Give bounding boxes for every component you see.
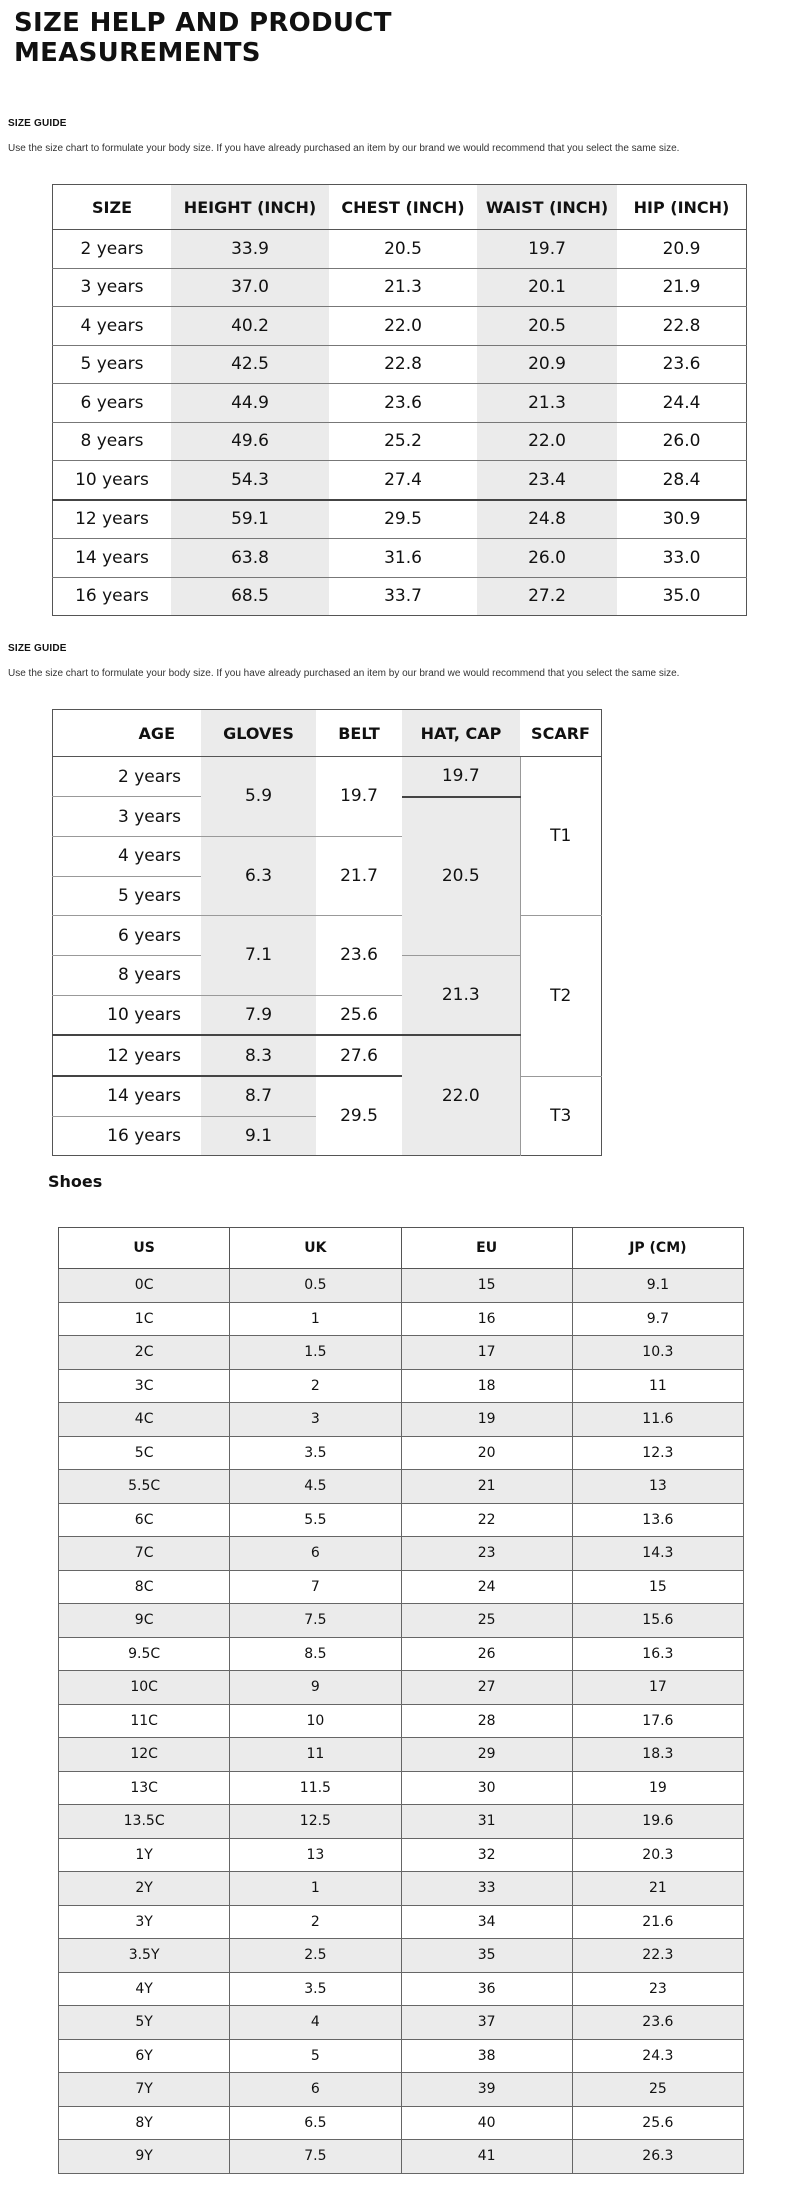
uk-cell: 8.5: [230, 1637, 401, 1671]
jp-cell: 13: [572, 1470, 743, 1504]
chest-cell: 20.5: [329, 230, 477, 269]
body-size-table: [52, 184, 747, 616]
scarf-cell: T1: [520, 757, 602, 916]
col-age-header: AGE: [53, 710, 202, 757]
belt-cell: 19.7: [316, 757, 402, 837]
height-cell: 40.2: [171, 307, 329, 346]
belt-cell: 25.6: [316, 995, 402, 1035]
us-cell: 4Y: [59, 1972, 230, 2006]
table-row: [59, 1269, 744, 1303]
jp-cell: 9.7: [572, 1302, 743, 1336]
jp-cell: 13.6: [572, 1503, 743, 1537]
hip-cell: 28.4: [617, 461, 747, 500]
jp-cell: 12.3: [572, 1436, 743, 1470]
size-guide-text-2: Use the size chart to formulate your body size. If you have already purchased an item by our brand we would recommend that you select the same size.: [8, 668, 680, 679]
waist-cell: 19.7: [477, 230, 617, 269]
age-cell: 16 years: [107, 1126, 181, 1147]
eu-cell: 23: [401, 1537, 572, 1571]
chest-cell: 21.3: [329, 268, 477, 307]
age-cell: 3 years: [53, 797, 202, 837]
table-row: [59, 1302, 744, 1336]
us-cell: 11C: [59, 1704, 230, 1738]
table-row: [59, 1838, 744, 1872]
eu-cell: 30: [401, 1771, 572, 1805]
gloves-cell: 9.1: [201, 1116, 316, 1156]
size-cell: 16 years: [75, 586, 149, 607]
gloves-cell: 8.3: [201, 1035, 316, 1076]
col-size-header: SIZE: [53, 185, 172, 230]
uk-cell: 5.5: [230, 1503, 401, 1537]
hip-cell: 35.0: [662, 586, 701, 607]
size-cell: 3 years: [53, 268, 172, 307]
col-eu-header: EU: [401, 1228, 572, 1269]
chest-cell: 27.4: [329, 461, 477, 500]
jp-cell: 21: [572, 1872, 743, 1906]
eu-cell: 31: [401, 1805, 572, 1839]
size-cell: 12 years: [53, 500, 172, 539]
jp-cell: 10.3: [572, 1336, 743, 1370]
us-cell: 7Y: [59, 2073, 230, 2107]
table-row: [53, 307, 747, 346]
jp-cell: 25: [572, 2073, 743, 2107]
age-cell: 2 years: [53, 757, 202, 797]
table-row: [59, 1671, 744, 1705]
us-cell: 3Y: [59, 1905, 230, 1939]
us-cell: 5Y: [59, 2006, 230, 2040]
eu-cell: 28: [401, 1704, 572, 1738]
eu-cell: 34: [401, 1905, 572, 1939]
jp-cell: 18.3: [572, 1738, 743, 1772]
us-cell: 9C: [59, 1604, 230, 1638]
size-cell: 10 years: [53, 461, 172, 500]
hip-cell: 22.8: [617, 307, 747, 346]
us-cell: 2Y: [59, 1872, 230, 1906]
jp-cell: 20.3: [572, 1838, 743, 1872]
scarf-cell: T2: [520, 916, 602, 1076]
col-hip-header: HIP (INCH): [617, 185, 747, 230]
us-cell: 1Y: [59, 1838, 230, 1872]
uk-cell: 1: [230, 1302, 401, 1336]
waist-cell: 23.4: [477, 461, 617, 500]
us-cell: 6Y: [59, 2039, 230, 2073]
accessory-size-table: [52, 709, 602, 1156]
hip-cell: 20.9: [617, 230, 747, 269]
size-cell: 2 years: [53, 230, 172, 269]
size-cell: 14 years: [53, 539, 172, 578]
height-cell: 59.1: [171, 500, 329, 539]
chest-cell: 22.0: [329, 307, 477, 346]
height-cell: 44.9: [171, 384, 329, 423]
us-cell: 5.5C: [59, 1470, 230, 1504]
waist-cell: 20.9: [477, 345, 617, 384]
us-cell: 8Y: [59, 2106, 230, 2140]
shoe-size-table: [58, 1227, 744, 2174]
col-waist-header: WAIST (INCH): [477, 185, 617, 230]
uk-cell: 4: [230, 2006, 401, 2040]
table-row: [59, 1470, 744, 1504]
age-cell: 6 years: [53, 916, 202, 956]
waist-cell: 22.0: [477, 422, 617, 461]
eu-cell: 17: [401, 1336, 572, 1370]
eu-cell: 20: [401, 1436, 572, 1470]
jp-cell: 14.3: [572, 1537, 743, 1571]
chest-cell: 31.6: [329, 539, 477, 578]
table-row: [53, 1035, 602, 1076]
us-cell: 4C: [59, 1403, 230, 1437]
hip-cell: 33.0: [617, 539, 747, 578]
table-header-row: [53, 710, 602, 757]
us-cell: 8C: [59, 1570, 230, 1604]
age-cell: 4 years: [53, 836, 202, 876]
us-cell: 9Y: [59, 2140, 230, 2174]
col-gloves-header: GLOVES: [201, 710, 316, 757]
size-cell: 6 years: [53, 384, 172, 423]
eu-cell: 22: [401, 1503, 572, 1537]
uk-cell: 1: [230, 1872, 401, 1906]
us-cell: 10C: [59, 1671, 230, 1705]
eu-cell: 41: [401, 2140, 572, 2174]
uk-cell: 2: [230, 1905, 401, 1939]
height-cell: 49.6: [171, 422, 329, 461]
table-row: [59, 2006, 744, 2040]
jp-cell: 24.3: [572, 2039, 743, 2073]
us-cell: 9.5C: [59, 1637, 230, 1671]
page-title: SIZE HELP AND PRODUCT MEASUREMENTS: [14, 8, 392, 68]
jp-cell: 11: [572, 1369, 743, 1403]
height-cell: 42.5: [171, 345, 329, 384]
uk-cell: 11.5: [230, 1771, 401, 1805]
waist-cell: 20.5: [477, 307, 617, 346]
col-us-header: US: [59, 1228, 230, 1269]
jp-cell: 26.3: [572, 2140, 743, 2174]
table-row: [59, 1738, 744, 1772]
jp-cell: 15.6: [572, 1604, 743, 1638]
size-guide-text: Use the size chart to formulate your body size. If you have already purchased an item by our brand we would recommend that you select the same size.: [8, 143, 680, 154]
us-cell: 1C: [59, 1302, 230, 1336]
us-cell: 3C: [59, 1369, 230, 1403]
height-cell: 63.8: [171, 539, 329, 578]
hat-cap-cell: 19.7: [402, 757, 520, 797]
hip-cell: 21.9: [617, 268, 747, 307]
uk-cell: 3.5: [230, 1972, 401, 2006]
table-row: [53, 345, 747, 384]
waist-cell: 26.0: [477, 539, 617, 578]
jp-cell: 15: [572, 1570, 743, 1604]
belt-cell: 23.6: [316, 916, 402, 995]
table-row: [59, 2073, 744, 2107]
table-row: [59, 1537, 744, 1571]
us-cell: 7C: [59, 1537, 230, 1571]
uk-cell: 2.5: [230, 1939, 401, 1973]
eu-cell: 39: [401, 2073, 572, 2107]
uk-cell: 3.5: [230, 1436, 401, 1470]
uk-cell: 1.5: [230, 1336, 401, 1370]
jp-cell: 22.3: [572, 1939, 743, 1973]
table-header-row: [53, 185, 747, 230]
jp-cell: 16.3: [572, 1637, 743, 1671]
jp-cell: 11.6: [572, 1403, 743, 1437]
table-row: [59, 1637, 744, 1671]
table-row: [59, 1403, 744, 1437]
table-row: [53, 916, 602, 956]
jp-cell: 17.6: [572, 1704, 743, 1738]
shoes-heading: Shoes: [48, 1172, 103, 1191]
us-cell: 5C: [59, 1436, 230, 1470]
scarf-cell: T3: [520, 1076, 602, 1156]
uk-cell: 7: [230, 1570, 401, 1604]
gloves-cell: 7.1: [201, 916, 316, 995]
table-row: [53, 461, 747, 500]
chest-cell: 25.2: [329, 422, 477, 461]
height-cell: 54.3: [171, 461, 329, 500]
col-height-header: HEIGHT (INCH): [171, 185, 329, 230]
uk-cell: 7.5: [230, 1604, 401, 1638]
hip-cell: 26.0: [617, 422, 747, 461]
jp-cell: 21.6: [572, 1905, 743, 1939]
col-chest-header: CHEST (INCH): [329, 185, 477, 230]
eu-cell: 27: [401, 1671, 572, 1705]
size-guide-heading-2: SIZE GUIDE: [8, 643, 67, 654]
size-cell: 8 years: [53, 422, 172, 461]
gloves-cell: 7.9: [201, 995, 316, 1035]
jp-cell: 19: [572, 1771, 743, 1805]
table-row: [59, 1503, 744, 1537]
jp-cell: 25.6: [572, 2106, 743, 2140]
eu-cell: 26: [401, 1637, 572, 1671]
waist-cell: 21.3: [477, 384, 617, 423]
chest-cell: 33.7: [384, 586, 422, 607]
eu-cell: 24: [401, 1570, 572, 1604]
table-header-row: [59, 1228, 744, 1269]
table-row: [59, 1336, 744, 1370]
table-row: [59, 1905, 744, 1939]
table-row: [53, 539, 747, 578]
hip-cell: 23.6: [617, 345, 747, 384]
waist-cell: 20.1: [477, 268, 617, 307]
us-cell: 12C: [59, 1738, 230, 1772]
eu-cell: 29: [401, 1738, 572, 1772]
uk-cell: 5: [230, 2039, 401, 2073]
table-row: [59, 1972, 744, 2006]
gloves-cell: 5.9: [201, 757, 316, 837]
uk-cell: 6: [230, 2073, 401, 2107]
us-cell: 13C: [59, 1771, 230, 1805]
height-cell: 33.9: [171, 230, 329, 269]
uk-cell: 11: [230, 1738, 401, 1772]
waist-cell: 27.2: [477, 577, 617, 616]
belt-cell: 27.6: [316, 1035, 402, 1076]
uk-cell: 9: [230, 1671, 401, 1705]
us-cell: 6C: [59, 1503, 230, 1537]
table-row: [59, 1771, 744, 1805]
size-cell: 4 years: [53, 307, 172, 346]
col-scarf-header: SCARF: [520, 710, 602, 757]
size-cell: 5 years: [53, 345, 172, 384]
table-row: [53, 500, 747, 539]
col-uk-header: UK: [230, 1228, 401, 1269]
chest-cell: 29.5: [329, 500, 477, 539]
table-row: [53, 757, 602, 797]
gloves-cell: 8.7: [201, 1076, 316, 1116]
eu-cell: 18: [401, 1369, 572, 1403]
hat-cap-cell: 20.5: [402, 797, 520, 956]
table-row: [59, 2140, 744, 2174]
gloves-cell: 6.3: [201, 836, 316, 915]
eu-cell: 32: [401, 1838, 572, 1872]
age-cell: 5 years: [53, 876, 202, 916]
height-cell: 37.0: [171, 268, 329, 307]
table-row: [53, 1076, 602, 1116]
uk-cell: 10: [230, 1704, 401, 1738]
jp-cell: 9.1: [572, 1269, 743, 1303]
col-hat-cap-header: HAT, CAP: [402, 710, 520, 757]
belt-cell: 21.7: [316, 836, 402, 915]
table-row: [53, 230, 747, 269]
eu-cell: 37: [401, 2006, 572, 2040]
table-row: [59, 2039, 744, 2073]
uk-cell: 6: [230, 1537, 401, 1571]
jp-cell: 19.6: [572, 1805, 743, 1839]
waist-cell: 24.8: [477, 500, 617, 539]
eu-cell: 15: [401, 1269, 572, 1303]
col-jp-header: JP (CM): [572, 1228, 743, 1269]
table-row: [59, 1369, 744, 1403]
eu-cell: 21: [401, 1470, 572, 1504]
table-row: [59, 1704, 744, 1738]
hip-cell: 24.4: [617, 384, 747, 423]
eu-cell: 35: [401, 1939, 572, 1973]
us-cell: 2C: [59, 1336, 230, 1370]
table-row: [53, 268, 747, 307]
uk-cell: 7.5: [230, 2140, 401, 2174]
uk-cell: 13: [230, 1838, 401, 1872]
eu-cell: 36: [401, 1972, 572, 2006]
jp-cell: 23.6: [572, 2006, 743, 2040]
table-row: [59, 1604, 744, 1638]
height-cell: 68.5: [171, 577, 329, 616]
eu-cell: 16: [401, 1302, 572, 1336]
age-cell: 10 years: [53, 995, 202, 1035]
uk-cell: 0.5: [230, 1269, 401, 1303]
table-row: [53, 384, 747, 423]
table-row: [59, 1570, 744, 1604]
table-row: [59, 1939, 744, 1973]
us-cell: 13.5C: [59, 1805, 230, 1839]
table-row: [59, 2106, 744, 2140]
uk-cell: 12.5: [230, 1805, 401, 1839]
jp-cell: 23: [572, 1972, 743, 2006]
jp-cell: 17: [572, 1671, 743, 1705]
hat-cap-cell: 21.3: [402, 955, 520, 1035]
table-row: [53, 422, 747, 461]
table-row: [59, 1805, 744, 1839]
us-cell: 3.5Y: [59, 1939, 230, 1973]
table-row: [53, 577, 747, 616]
size-guide-heading: SIZE GUIDE: [8, 118, 67, 129]
chest-cell: 22.8: [329, 345, 477, 384]
eu-cell: 40: [401, 2106, 572, 2140]
eu-cell: 25: [401, 1604, 572, 1638]
hip-cell: 30.9: [617, 500, 747, 539]
belt-cell: 29.5: [340, 1106, 378, 1127]
uk-cell: 6.5: [230, 2106, 401, 2140]
age-cell: 12 years: [53, 1035, 202, 1076]
eu-cell: 19: [401, 1403, 572, 1437]
eu-cell: 33: [401, 1872, 572, 1906]
uk-cell: 3: [230, 1403, 401, 1437]
uk-cell: 4.5: [230, 1470, 401, 1504]
chest-cell: 23.6: [329, 384, 477, 423]
col-belt-header: BELT: [316, 710, 402, 757]
age-cell: 8 years: [53, 955, 202, 995]
us-cell: 0C: [59, 1269, 230, 1303]
hat-cap-cell: 22.0: [402, 1035, 520, 1156]
eu-cell: 38: [401, 2039, 572, 2073]
table-row: [59, 1436, 744, 1470]
age-cell: 14 years: [53, 1076, 202, 1116]
uk-cell: 2: [230, 1369, 401, 1403]
table-row: [59, 1872, 744, 1906]
